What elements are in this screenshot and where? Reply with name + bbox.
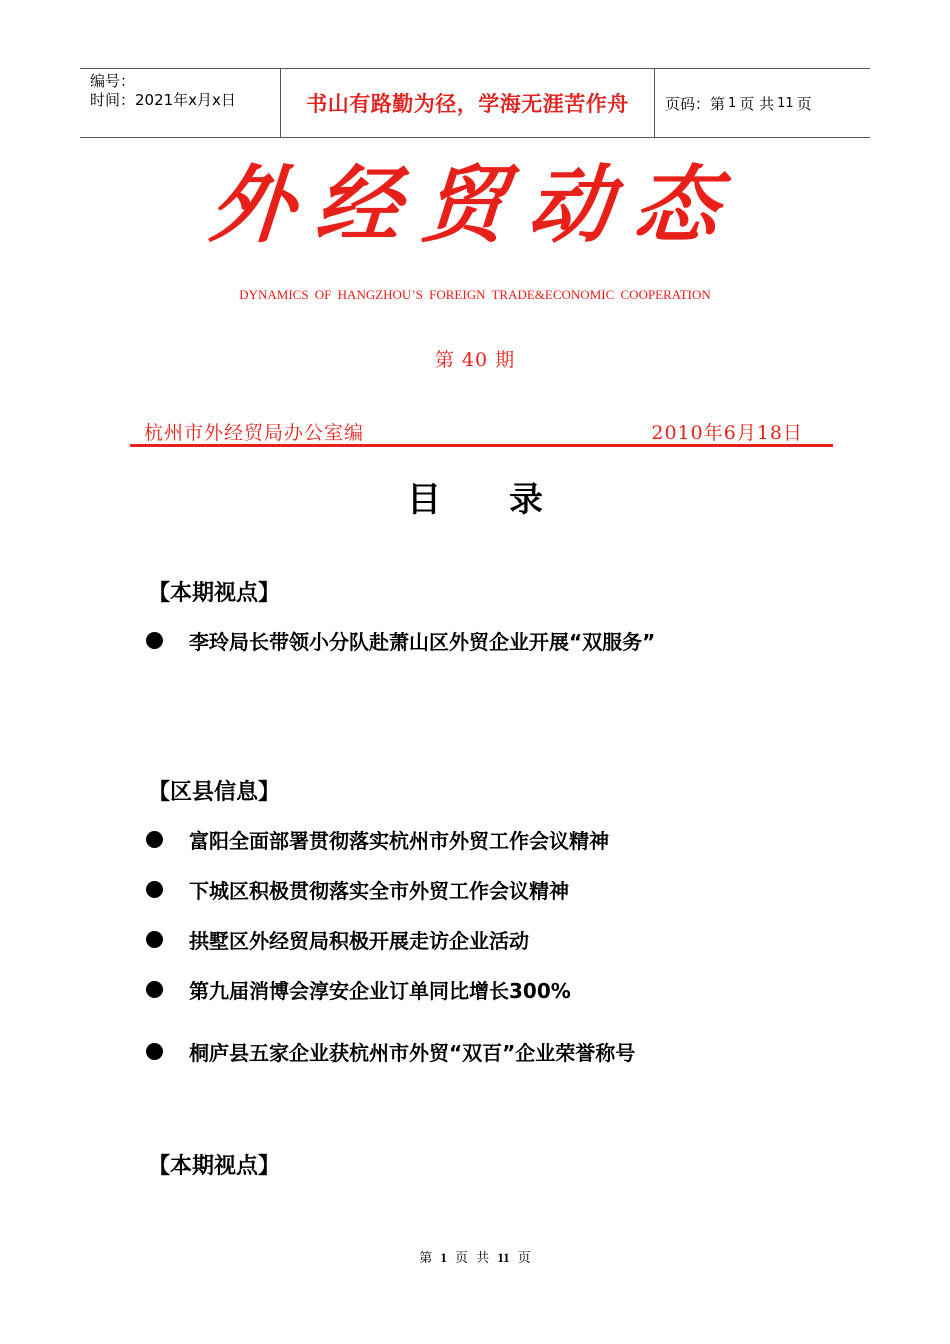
toc-item-label: 李玲局长带领小分队赴萧山区外贸企业开展“双服务” — [189, 630, 656, 654]
bullet-icon — [146, 831, 163, 848]
editor-label: 杭州市外经贸局办公室编 — [144, 422, 365, 444]
issue-date: 2010年6月18日 — [651, 422, 803, 444]
toc-item[interactable] — [146, 626, 655, 655]
section-heading-3: 【本期视点】 — [148, 1154, 281, 1179]
header-table — [80, 68, 870, 138]
footer-current: 1 — [440, 1250, 447, 1265]
bullet-icon — [146, 881, 163, 898]
bullet-icon — [146, 632, 163, 649]
time-label: 时间：2021年x月x日 — [90, 91, 236, 109]
bullet-icon — [146, 981, 163, 998]
toc-item-label: 下城区积极贯彻落实全市外贸工作会议精神 — [189, 879, 569, 903]
toc-item[interactable] — [146, 925, 529, 954]
footer-total: 11 — [497, 1250, 510, 1265]
footer-suffix: 页 — [517, 1251, 531, 1266]
page-total: 11 — [777, 95, 794, 111]
number-label: 编号： — [90, 72, 136, 90]
header-page-cell — [655, 69, 870, 137]
toc-item-label: 拱墅区外经贸局积极开展走访企业活动 — [189, 929, 529, 953]
header-motto-cell — [281, 69, 655, 137]
masthead-subtitle: DYNAMICS OF HANGZHOU’S FOREIGN TRADE&ECONOMIC COOPERATION — [239, 287, 711, 302]
footer-prefix: 第 — [419, 1251, 433, 1266]
page-suffix: 页 — [796, 94, 812, 113]
page-prefix: 页码：第 — [665, 94, 726, 113]
page-current: 1 — [728, 95, 737, 111]
toc-item[interactable] — [146, 875, 569, 904]
issue-number: 第 40 期 — [434, 349, 516, 371]
toc-item[interactable] — [146, 825, 609, 854]
motto: 书山有路勤为径，学海无涯苦作舟 — [306, 91, 629, 116]
section-heading-1: 【本期视点】 — [148, 581, 281, 606]
masthead-title: 外经贸动态 — [206, 155, 744, 254]
toc-item[interactable] — [146, 1037, 635, 1066]
section-heading-2: 【区县信息】 — [148, 780, 281, 805]
toc-item[interactable] — [146, 975, 571, 1004]
bullet-icon — [146, 931, 163, 948]
toc-item-label: 第九届消博会淳安企业订单同比增长300% — [189, 979, 571, 1003]
bullet-icon — [146, 1043, 163, 1060]
page-footer — [0, 1247, 950, 1266]
toc-item-label: 富阳全面部署贯彻落实杭州市外贸工作会议精神 — [189, 829, 609, 853]
footer-mid: 页 共 — [455, 1251, 490, 1266]
toc-title: 目录 — [407, 480, 611, 520]
toc-item-label: 桐庐县五家企业获杭州市外贸“双百”企业荣誉称号 — [189, 1041, 636, 1065]
header-meta-cell — [80, 69, 281, 137]
page-mid: 页 共 — [739, 94, 775, 113]
editor-line — [130, 418, 833, 447]
